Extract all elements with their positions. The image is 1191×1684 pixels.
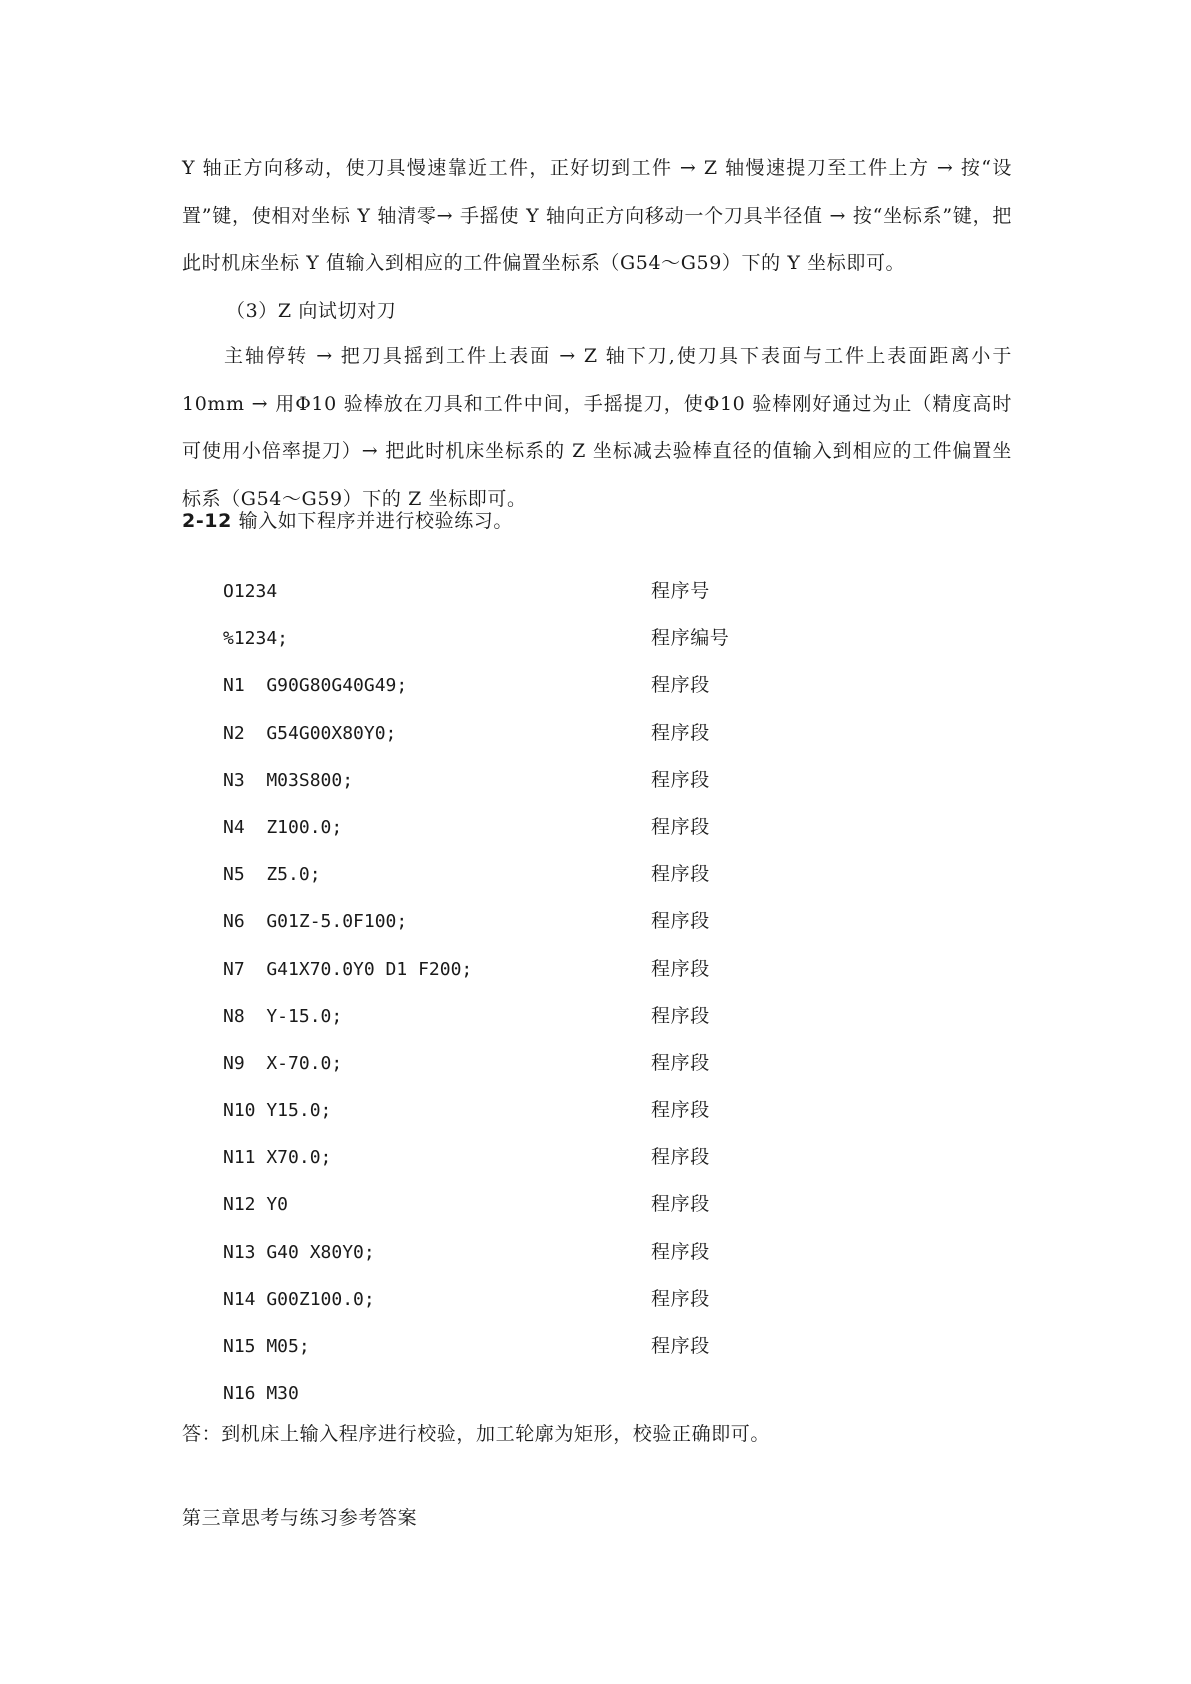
question-number: 2-12: [182, 510, 232, 532]
program-description: 程序段: [651, 768, 710, 791]
program-code: N8 Y-15.0;: [223, 1005, 343, 1027]
program-description: 程序段: [651, 1335, 710, 1357]
program-description: 程序段: [651, 815, 710, 838]
program-row: [0, 1323, 1191, 1370]
program-code: N15 M05;: [223, 1336, 310, 1357]
program-description: 程序段: [651, 1146, 710, 1169]
program-code: N3 M03S800;: [223, 769, 354, 791]
program-row: [0, 662, 1191, 709]
question-heading: [182, 498, 1012, 546]
program-description: 程序段: [651, 1240, 710, 1263]
program-code: N1 G90G80G40G49;: [223, 675, 408, 697]
paragraph-y-axis-setting: Y 轴正方向移动，使刀具慢速靠近工件，正好切到工件 → Z 轴慢速提刀至工件上方 → 按“设置”键，使相对坐标 Y 轴清零→ 手摇使 Y 轴向正方向移动一个刀具半径值 → 按“坐标系”键，把此时机床坐标 Y 值输入到相应的工件偏置坐标系（G54～G59）下的 Y 坐标即可。: [182, 157, 1012, 274]
program-row: [0, 1087, 1191, 1134]
program-code: N13 G40 X80Y0;: [223, 1241, 375, 1263]
program-description: 程序编号: [651, 627, 730, 650]
program-row: [0, 710, 1191, 757]
program-row: [0, 1229, 1191, 1276]
program-description: 程序段: [651, 1099, 710, 1122]
program-row: [0, 1134, 1191, 1181]
program-code: %1234;: [223, 628, 289, 650]
program-row: [0, 568, 1191, 615]
program-listing: [0, 568, 1191, 1417]
program-code: N9 X-70.0;: [223, 1052, 343, 1074]
program-row: [0, 757, 1191, 804]
program-code: N2 G54G00X80Y0;: [223, 722, 397, 744]
program-code: N7 G41X70.0Y0 D1 F200;: [223, 958, 473, 980]
program-code: N12 Y0: [223, 1194, 289, 1216]
program-code: N6 G01Z-5.0F100;: [223, 911, 408, 933]
program-description: 程序段: [651, 721, 710, 744]
program-row: [0, 946, 1191, 993]
program-code: N4 Z100.0;: [223, 816, 343, 838]
paragraph-z-axis-setting: 主轴停转 → 把刀具摇到工件上表面 → Z 轴下刀,使刀具下表面与工件上表面距离小于 10mm → 用Φ10 验棒放在刀具和工件中间，手摇提刀，使Φ10 验棒刚好通过为止（精度高时可使用小倍率提刀）→ 把此时机床坐标系的 Z 坐标减去验棒直径的值输入到相应的工件偏置坐标系（G54～G59）下的 Z 坐标即可。: [182, 345, 1012, 510]
program-code: O1234: [223, 581, 278, 602]
program-row: [0, 1181, 1191, 1228]
question-text: 输入如下程序并进行校验练习。: [231, 510, 513, 532]
program-code: N16 M30: [223, 1383, 299, 1405]
program-code: N11 X70.0;: [223, 1147, 332, 1169]
program-row: [0, 993, 1191, 1040]
program-row: [0, 804, 1191, 851]
program-row: [0, 1276, 1191, 1323]
program-description: 程序段: [651, 957, 710, 980]
program-code: N14 G00Z100.0;: [223, 1288, 375, 1310]
program-description: 程序号: [651, 580, 710, 602]
subheading-z-tool-setting: （3）Z 向试切对刀: [226, 300, 397, 322]
program-description: 程序段: [651, 910, 710, 933]
program-row: [0, 851, 1191, 898]
program-description: 程序段: [651, 1193, 710, 1216]
program-description: 程序段: [651, 674, 710, 697]
program-row: [0, 898, 1191, 945]
program-row: [0, 1040, 1191, 1087]
program-code: N5 Z5.0;: [223, 864, 321, 886]
program-description: 程序段: [651, 1051, 710, 1074]
answer-text: 答：到机床上输入程序进行校验，加工轮廓为矩形，校验正确即可。: [182, 1423, 771, 1445]
program-description: 程序段: [651, 1287, 710, 1310]
program-code: N10 Y15.0;: [223, 1100, 332, 1122]
program-description: 程序段: [651, 1004, 710, 1027]
chapter-heading: 第三章思考与练习参考答案: [182, 1507, 418, 1529]
program-row: [0, 615, 1191, 662]
program-description: 程序段: [651, 863, 710, 886]
